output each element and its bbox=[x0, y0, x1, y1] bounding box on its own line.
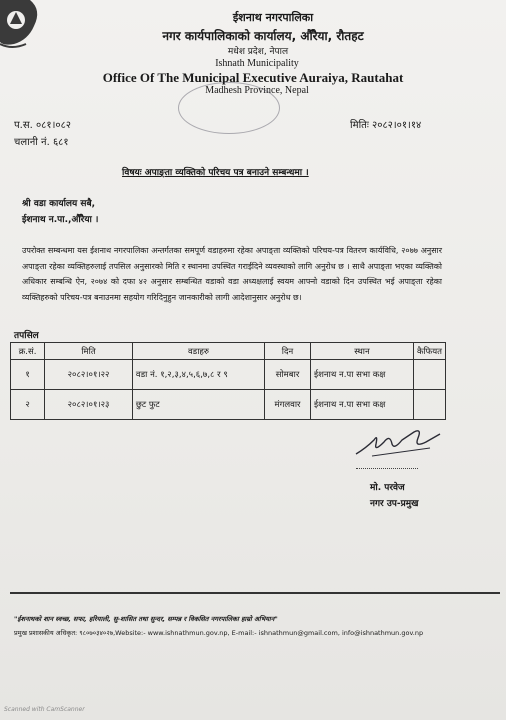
fiscal-year: प.स. ०८१।०८२ bbox=[14, 120, 71, 131]
signatory-name: मो. परवेज bbox=[370, 483, 405, 493]
footer-contact: प्रमुख प्रशासकीय अधिकृत: ९८०७०३४०२७,Website:- www.ishnathmun.gov.np, E-mail:- ishnathmun@gmail.com, info@ishnathmun.gov.np bbox=[14, 629, 424, 637]
col-header-sn: क्र.सं. bbox=[11, 343, 45, 360]
schedule-caption: तपसिल bbox=[14, 331, 39, 341]
cell-sn: २ bbox=[11, 390, 45, 420]
schedule-table bbox=[10, 342, 446, 420]
footer-slogan: "ईशनाथको शान स्वच्छ, सफा, हरियाली, सु-शासित तथा सुन्दर, सम्पन्न र विकसित नगरपालिका हाम्रो अभियान" bbox=[14, 615, 278, 623]
col-header-venue: स्थान bbox=[310, 343, 413, 360]
cell-date: २०८२।०१।२२ bbox=[45, 360, 133, 390]
cell-venue: ईशनाथ न.पा सभा कक्ष bbox=[310, 360, 413, 390]
office-stamp bbox=[178, 82, 280, 134]
col-header-day: दिन bbox=[265, 343, 311, 360]
table-row bbox=[11, 390, 446, 420]
province-np: मधेश प्रदेश, नेपाल bbox=[227, 47, 289, 57]
cell-remarks bbox=[413, 390, 445, 420]
province-en: Madhesh Province, Nepal bbox=[205, 85, 309, 96]
cell-wards: वडा नं. १,२,३,४,५,६,७,८ र ९ bbox=[132, 360, 264, 390]
office-name-np: नगर कार्यपालिकाको कार्यालय, औँरैया, रौतहट bbox=[162, 29, 364, 43]
cell-remarks bbox=[413, 360, 445, 390]
office-name-en: Office Of The Municipal Executive Auraiya, Rautahat bbox=[102, 70, 404, 85]
footer-divider bbox=[10, 592, 500, 594]
scanner-watermark: Scanned with CamScanner bbox=[4, 706, 85, 713]
col-header-date: मिति bbox=[45, 343, 133, 360]
cell-day: मंगलवार bbox=[265, 390, 311, 420]
cell-date: २०८२।०१।२३ bbox=[45, 390, 133, 420]
signature-line bbox=[356, 468, 418, 469]
letter-body: उपरोक्त सम्बन्धमा यस ईशनाथ नगरपालिका अन्तर्गतका समपूर्ण वडाहरुमा रहेका अपाङ्ता व्यक्तिको परिचय-पत्र वितरण कार्यविधि, २०७७ अनुसार अपाङ्ता रहेका व्यक्तिहरुलाई तपसिल अनुसारको मिति र स्थानमा उपस्थित गराईदिने व्यवस्थाको लागि अनुरोध छ । साथै अपाङ्ता भएका व्यक्तिको अधिकार सम्बन्धि ऐन, २०७४ को दफा ४२ अनुसार सम्बन्धित वडाको वडा अध्यक्षलाई स्वयम आफ्नो वडाको दिन उपस्थित भई अपाङ्ता रहेका व्यक्तिहरुको परिचय-पत्र बनाउनमा सहयोग गरिदिनुहुन जानकारीको लागी आदेशानुसार अनुरोध छ। bbox=[22, 246, 442, 302]
municipality-name-en: Ishnath Municipality bbox=[215, 58, 299, 69]
col-header-remarks: कैफियत bbox=[413, 343, 445, 360]
handwritten-signature bbox=[352, 418, 442, 464]
table-header-row bbox=[11, 343, 446, 360]
cell-day: सोमबार bbox=[265, 360, 311, 390]
col-header-wards: वडाहरु bbox=[132, 343, 264, 360]
signatory-title: नगर उप-प्रमुख bbox=[370, 499, 419, 509]
letter-date: मितिः २०८२।०१।१४ bbox=[350, 120, 422, 131]
municipality-name-np: ईशनाथ नगरपालिका bbox=[232, 11, 314, 24]
letter-subject: विषयः अपाङ्ता व्यक्तिको परिचय पत्र बनाउने सम्बन्धमा । bbox=[122, 168, 309, 178]
cell-wards: छुट फुट bbox=[132, 390, 264, 420]
addressee-line-1: श्री वडा कार्यालय सबै, bbox=[22, 199, 96, 209]
addressee-line-2: ईशनाथ न.पा.,औँरैया । bbox=[22, 215, 99, 225]
table-row bbox=[11, 360, 446, 390]
cell-sn: १ bbox=[11, 360, 45, 390]
cell-venue: ईशनाथ न.पा सभा कक्ष bbox=[310, 390, 413, 420]
dispatch-number: चलानी नं. ६८१ bbox=[14, 137, 69, 148]
